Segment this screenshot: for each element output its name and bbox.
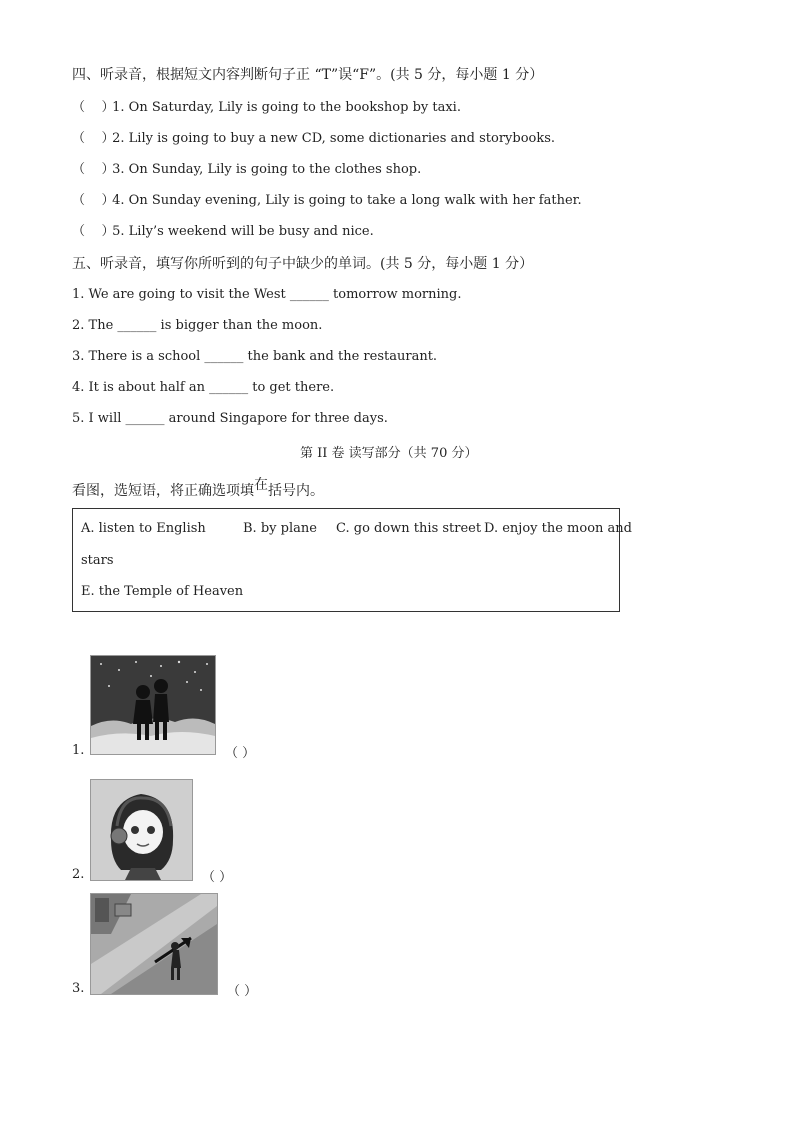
answer-paren: （ ） <box>72 100 115 115</box>
night-scene-illustration <box>91 656 215 754</box>
instruction: 看图，选短语，将正确选项填在括号内。 <box>72 477 324 499</box>
picture-go-down-street <box>90 893 218 995</box>
picture-listen-english <box>90 779 193 881</box>
option-a: A. listen to English <box>81 521 206 536</box>
answer-blank: （ ） <box>227 984 258 999</box>
fill-item-1: 1. We are going to visit the West ______ tomorrow morning. <box>72 287 462 302</box>
tf-item-5 <box>72 223 374 241</box>
section4-heading: 四、听录音，根据短文内容判断句子正 “T”误“F”。(共 5 分，每小题 1 分） <box>72 67 544 83</box>
girl-headphones-illustration <box>91 780 192 880</box>
tf-item-3 <box>72 161 421 179</box>
tf-item-text: 2. Lily is going to buy a new CD, some dictionaries and storybooks. <box>112 131 556 146</box>
picture-enjoy-moon <box>90 655 216 755</box>
section5-heading: 五、听录音，填写你所听到的句子中缺少的单词。(共 5 分，每小题 1 分） <box>72 256 534 272</box>
answer-paren: （ ） <box>72 131 115 146</box>
tf-item-text: 1. On Saturday, Lily is going to the bookshop by taxi. <box>112 100 461 115</box>
question-number: 1. <box>72 743 85 758</box>
tf-item-2 <box>72 130 555 148</box>
answer-paren: （ ） <box>72 224 115 239</box>
street-arrow-illustration <box>91 894 217 994</box>
question-number: 2. <box>72 867 85 882</box>
answer-blank: （ ） <box>225 746 256 761</box>
tf-item-text: 4. On Sunday evening, Lily is going to take a long walk with her father. <box>112 193 582 208</box>
option-d-continued: stars <box>81 553 114 568</box>
fill-item-5: 5. I will ______ around Singapore for three days. <box>72 411 388 426</box>
answer-paren: （ ） <box>72 193 115 208</box>
tf-item-text: 3. On Sunday, Lily is going to the clothes shop. <box>112 162 422 177</box>
option-e: E. the Temple of Heaven <box>81 584 244 599</box>
option-d: D. enjoy the moon and <box>484 521 632 536</box>
tf-item-1 <box>72 99 461 117</box>
fill-item-2: 2. The ______ is bigger than the moon. <box>72 318 323 333</box>
fill-item-3: 3. There is a school ______ the bank and the restaurant. <box>72 349 438 364</box>
question-number: 3. <box>72 981 85 996</box>
part2-title: 第 II 卷 读写部分（共 70 分） <box>300 446 478 461</box>
option-c: C. go down this street <box>336 521 482 536</box>
answer-paren: （ ） <box>72 162 115 177</box>
options-box <box>72 508 632 612</box>
tf-item-4 <box>72 192 582 210</box>
fill-item-4: 4. It is about half an ______ to get there. <box>72 380 335 395</box>
tf-item-text: 5. Lily’s weekend will be busy and nice. <box>112 224 374 239</box>
answer-blank: （ ） <box>202 870 233 885</box>
option-b: B. by plane <box>243 521 317 536</box>
